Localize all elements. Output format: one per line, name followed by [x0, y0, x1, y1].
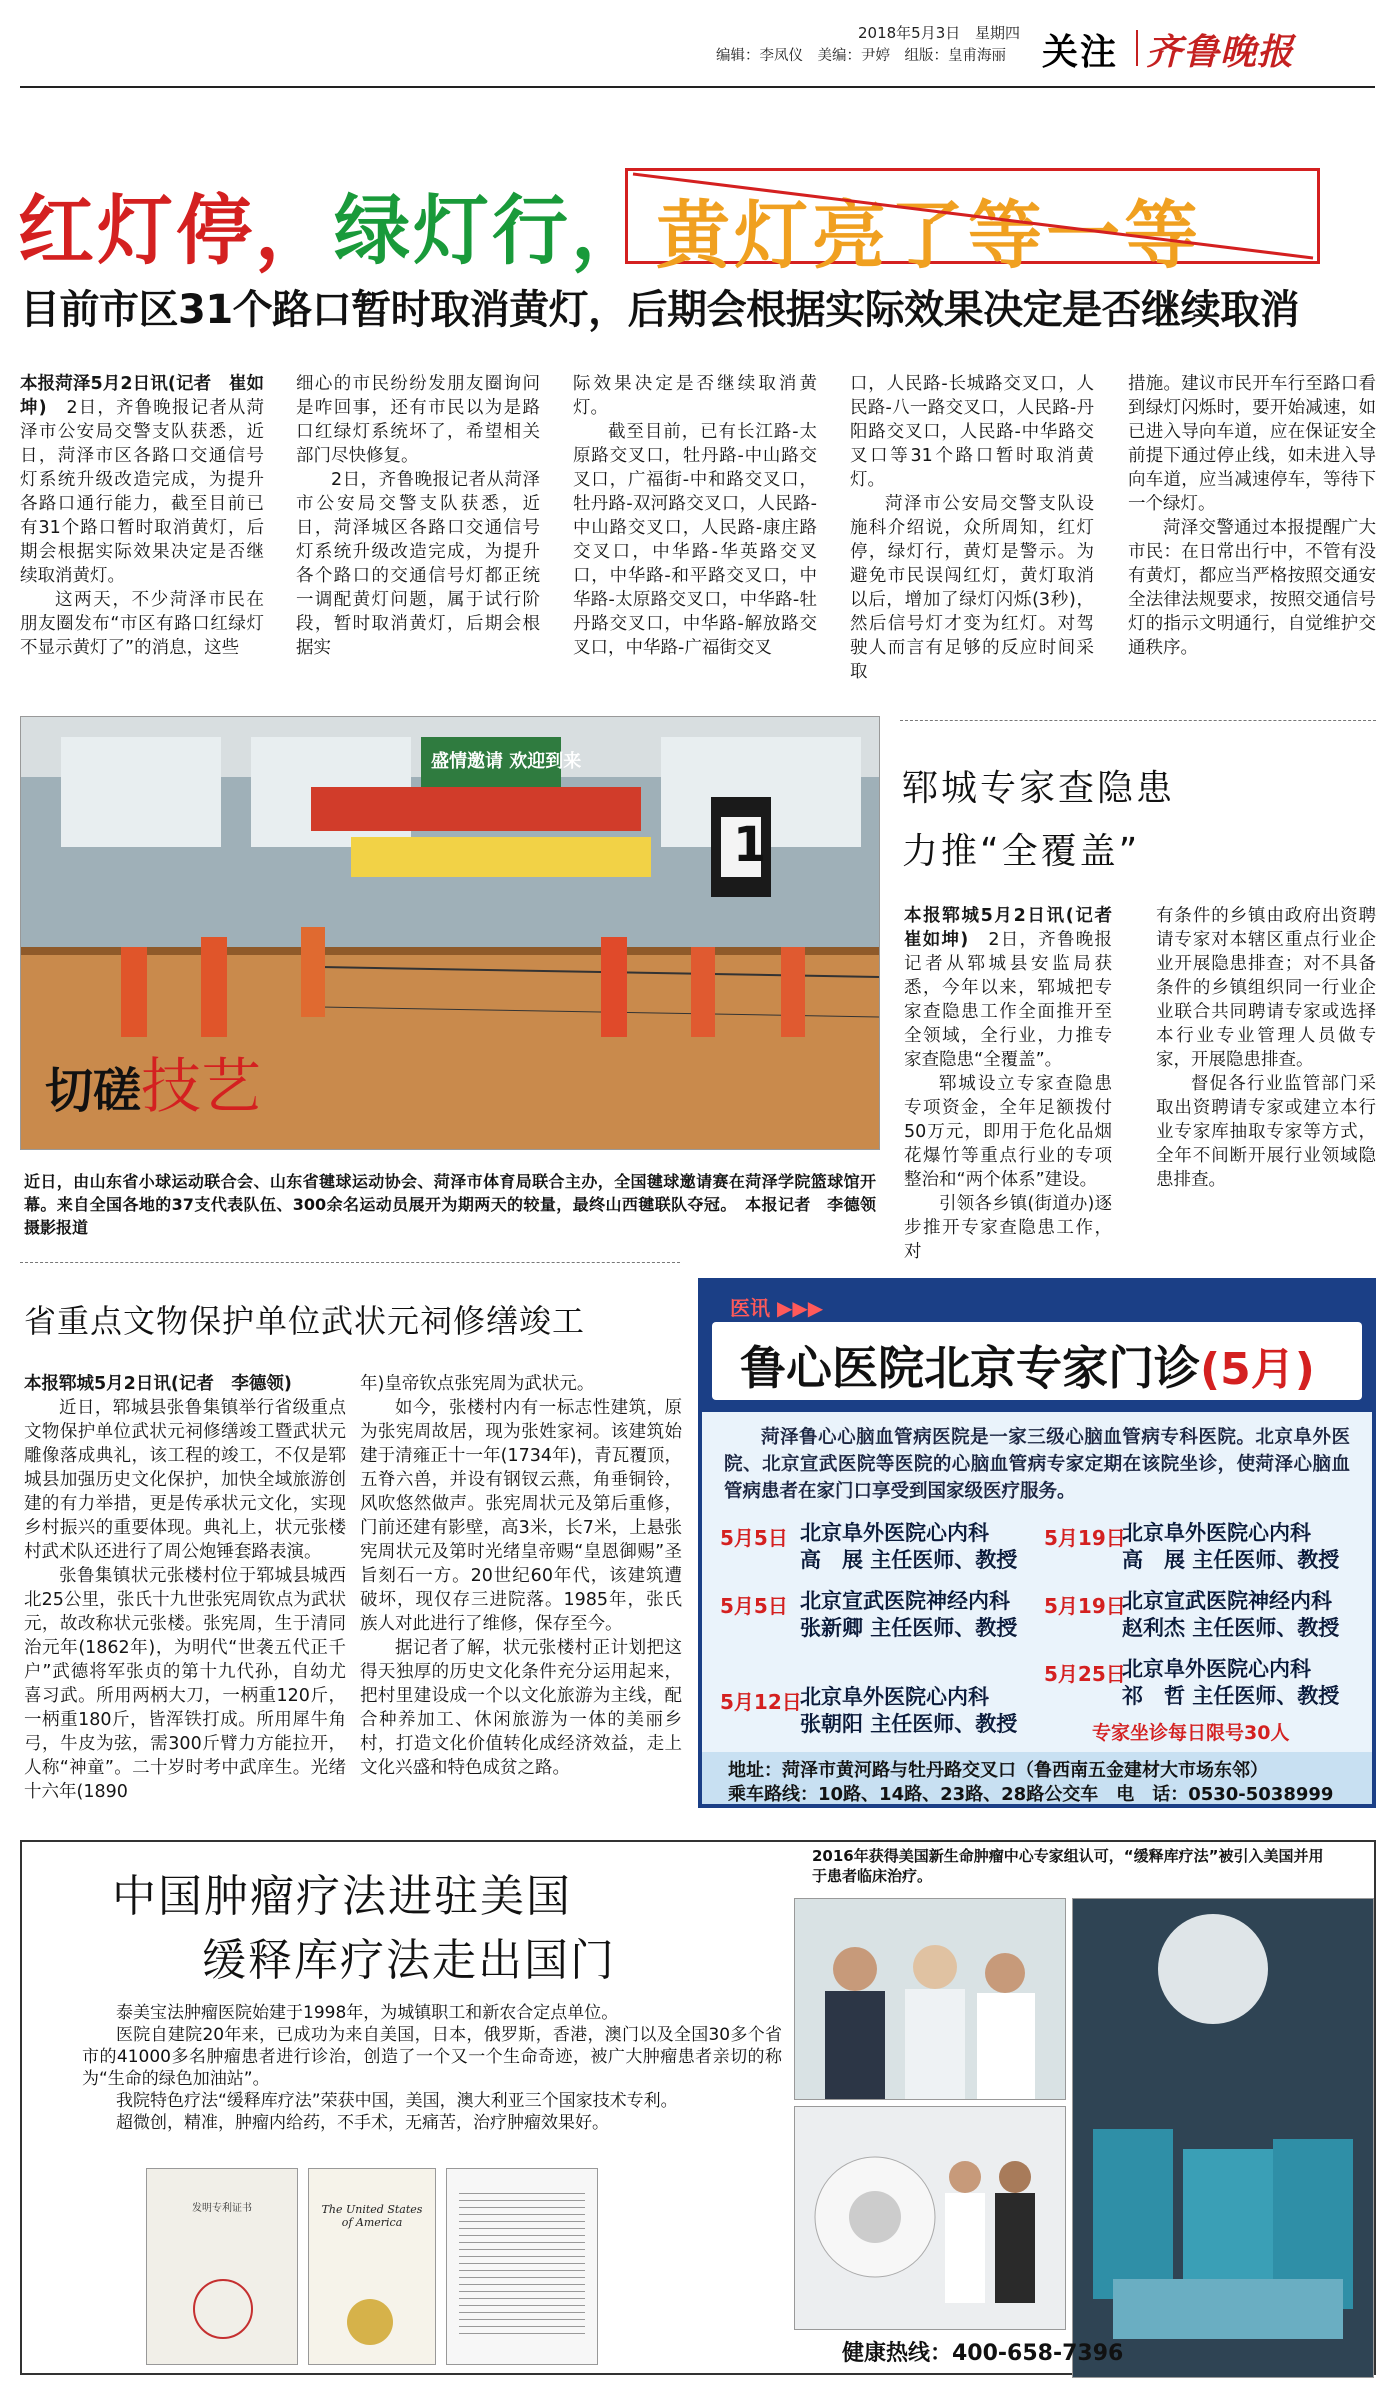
yuncheng-col-2	[1156, 904, 1376, 1192]
doctors-image	[795, 1899, 1065, 2099]
relic-col2b-text: 如今，张楼村内有一标志性建筑，原为张宪周故居，现为张姓家祠。该建筑始建于清雍正十一年(1734年)，青瓦覆顶，五脊六兽，并设有钢钗云燕，角垂铜铃，风吹悠然做声。张宪周状元及第后重修，门前还建有影壁，高3米，长7米，上悬张宪周状元及第时光绪皇帝赐“皇恩御赐”圣旨刻石一方。20世纪60年代，该建筑遭破坏，现仅存三进院落。1985年，张氏族人对此进行了维修，保存至今。	[360, 1398, 682, 1634]
masthead-rule	[20, 86, 1375, 88]
schedule-row	[720, 1520, 1050, 1578]
masthead-divider	[1136, 30, 1138, 66]
yuncheng-col2b-text: 督促各行业监管部门采取出资聘请专家或建立本行业专家库抽取专家等方式，全年不间断开展行业领域隐患排查。	[1156, 1074, 1376, 1190]
photo-doctors-group	[794, 1898, 1066, 2100]
schedule-row	[720, 1684, 1050, 1742]
yuncheng-dateline: 本报郓城5月2日讯(记者 崔如坤)	[904, 906, 1130, 950]
photo-shuttlecock-match	[20, 716, 880, 1150]
issue-date: 2018年5月3日	[858, 24, 961, 42]
masthead-date	[858, 22, 1020, 43]
lead-col1b-text: 这两天，不少菏泽市民在朋友圈发布“市区有路口红绿灯不显示黄灯了”的消息，这些	[20, 590, 264, 658]
lead-col2b-text: 2日，齐鲁晚报记者从菏泽市公安局交警支队获悉，近日，菏泽城区各路口交通信号灯系统升级改造完成，为提升各个路口的交通信号灯都正统一调配黄灯问题，属于试行阶段，暂时取消黄灯，后期会根据实	[296, 470, 540, 658]
triple-arrow-icon: ▶▶▶	[776, 1296, 824, 1320]
cert-seal-icon	[193, 2279, 253, 2339]
ad-luxin-hospital	[698, 1278, 1376, 1808]
lead-col-4	[850, 372, 1094, 684]
lead-col3b-text: 截至目前，已有长江路-太原路交叉口，牡丹路-中山路交叉口，广福街-中和路交叉口，牡丹路-双河路交叉口，人民路-中山路交叉口，人民路-康庄路交叉口，中华路-华英路交叉口，中华路-和平路交叉口，中华路-太原路交叉口，中华路-牡丹路交叉口，中华路-解放路交叉口，中华路-广福街交叉	[573, 422, 817, 658]
ad-intro: 菏泽鲁心心脑血管病医院是一家三级心脑血管病专科医院。北京阜外医院、北京宣武医院等医院的心脑血管病专家定期在该院坐诊，使菏泽心脑血管病患者在家门口享受到国家级医疗服务。	[724, 1427, 1350, 1502]
schedule-row	[1044, 1656, 1364, 1714]
schedule-dept: 北京宣武医院神经内科	[800, 1589, 1010, 1613]
schedule-row	[1044, 1520, 1364, 1578]
yuncheng-col2-text: 有条件的乡镇由政府出资聘请专家对本辖区重点行业企业开展隐患排查；对不具备条件的乡镇组织同一行业企业联合共同聘请专家或选择本行业专业管理人员做专家，开展隐患排查。	[1156, 906, 1376, 1070]
tumor-title-line1: 中国肿瘤疗法进驻美国	[112, 1871, 572, 1922]
schedule-dept: 北京阜外医院心内科	[800, 1685, 989, 1709]
schedule-dept: 北京阜外医院心内科	[1122, 1657, 1311, 1681]
yuncheng-title	[902, 760, 1372, 874]
headline-red: 红灯停，	[18, 186, 334, 275]
issue-weekday: 星期四	[975, 24, 1021, 42]
ct-room-image	[795, 2107, 1065, 2329]
document-lines	[459, 2187, 585, 2337]
relic-dateline: 本报郓城5月2日讯(记者 李德领)	[24, 1374, 292, 1394]
lead-col5-text: 措施。建议市民开车行至路口看到绿灯闪烁时，要开始减速，如已进入导向车道，应在保证安全前提下通过停止线，如未进入导向车道，应当减速停车，等待下一个绿灯。	[1128, 374, 1376, 514]
lead-col4-text: 口，人民路-长城路交叉口，人民路-八一路交叉口，人民路-丹阳路交叉口，人民路-中华路交叉口等31个路口暂时取消黄灯。	[850, 374, 1094, 490]
yuncheng-title-line1: 郓城专家查隐患	[902, 768, 1176, 809]
lead-col-1	[20, 372, 264, 660]
surgery-image	[1073, 1899, 1373, 2377]
tumor-photo-caption: 2016年获得美国新生命肿瘤中心专家组认可，“缓释库疗法”被引入美国并用于患者临床治疗。	[812, 1847, 1324, 1885]
photo-overlay-title	[45, 1039, 261, 1125]
photo1-caption: 近日，由山东省小球运动联合会、山东省毽球运动协会、菏泽市体育局联合主办，全国毽球邀请赛在菏泽学院篮球馆开幕。来自全国各地的37支代表队伍、300余名运动员展开为期两天的较量，最终山西毽联队夺冠。 本报记者 李德领 摄影报道	[24, 1172, 893, 1237]
schedule-doctor: 祁 哲 主任医师、教授	[1122, 1684, 1340, 1708]
lead-col3-text: 际效果决定是否继续取消黄灯。	[573, 374, 817, 418]
ad-title-month: (5月)	[1200, 1344, 1315, 1395]
schedule-date: 5月5日	[720, 1526, 788, 1550]
schedule-date: 5月19日	[1044, 1526, 1126, 1550]
overlay-title-black: 切磋	[45, 1063, 142, 1119]
schedule-row	[1044, 1588, 1364, 1646]
tumor-title-line2: 缓释库疗法走出国门	[202, 1935, 616, 1986]
yuncheng-col1-text: 2日，齐鲁晚报记者从郓城县安监局获悉，今年以来，郓城把专家查隐患工作全面推开至全领域，全行业，力推专家查隐患“全覆盖”。	[904, 930, 1113, 1070]
lead-col-2	[296, 372, 540, 660]
schedule-row	[720, 1588, 1050, 1646]
overlay-title-red: 技艺	[141, 1052, 262, 1122]
ad-tag-label: 医讯	[730, 1296, 770, 1320]
yuncheng-col-1	[904, 904, 1130, 1264]
relic-col2c-text: 据记者了解，状元张楼村正计划把这得天独厚的历史文化条件充分运用起来，把村里建设成一个以文化旅游为主线，配合种养加工、休闲旅游为一体的美丽乡村，打造文化价值转化成经济效益，走上文化兴盛和特色成贫之路。	[360, 1638, 682, 1778]
patent-certificate-cn	[146, 2168, 298, 2365]
cert1-title: 发明专利证书	[192, 2203, 252, 2214]
ad-limit-note: 专家坐诊每日限号30人	[1092, 1722, 1290, 1744]
schedule-doctor: 高 展 主任医师、教授	[1122, 1548, 1340, 1572]
schedule-date: 5月19日	[1044, 1594, 1126, 1618]
banner-text: 盛情邀请 欢迎到来	[431, 751, 582, 772]
section-name: 关注	[1042, 32, 1119, 73]
tumor-para4: 超微创，精准，肿瘤内给药，不手术，无痛苦，治疗肿瘤效果好。	[116, 2113, 609, 2133]
masthead	[0, 0, 1395, 80]
relic-col-2	[360, 1372, 682, 1780]
cert2-title: The United States of America	[321, 2203, 423, 2229]
photo-ct-room	[794, 2106, 1066, 2330]
ad-title: 鲁心医院北京专家门诊	[740, 1341, 1200, 1395]
schedule-doctor: 张朝阳 主任医师、教授	[800, 1712, 1018, 1736]
relic-top-rule	[20, 1262, 680, 1263]
strike-through-icon	[625, 168, 1320, 264]
schedule-dept: 北京宣武医院神经内科	[1122, 1589, 1332, 1613]
schedule-dept: 北京阜外医院心内科	[800, 1521, 989, 1545]
yuncheng-col1b-text: 郓城设立专家查隐患专项资金，全年足额拨付50万元，即用于危化品烟花爆竹等重点行业的专项整治和“两个体系”建设。	[904, 1074, 1112, 1190]
relic-col2-text: 年)皇帝钦点张宪周为武状元。	[360, 1374, 595, 1394]
schedule-doctor: 赵利杰 主任医师、教授	[1122, 1616, 1340, 1640]
lead-col2-text: 细心的市民纷纷发朋友圈询问是咋回事，还有市民以为是路口红绿灯系统坏了，希望相关部门尽快修复。	[296, 374, 540, 466]
patent-certificate-us	[308, 2168, 436, 2365]
paper-logo: 齐鲁晚报	[1146, 31, 1295, 73]
relic-col1b-text: 张鲁集镇状元张楼村位于郓城县城西北25公里，张氏十九世张宪周钦点为武状元，故改称状元张楼。张宪周，生于清同治元年(1862年)，为明代“世袭五代正千户”武德将军张贞的第十九代孙，自幼尤喜习武。所用两柄大刀，一柄重120斤，一柄重180斤，皆浑铁打成。所用犀牛角弓，牛皮为弦，需300斤臂力方能拉开，人称“神童”。二十岁时考中武庠生。光绪十六年(1890	[24, 1566, 346, 1802]
ad-address: 地址：菏泽市黄河路与牡丹路交叉口（鲁西南五金建材大市场东邻）	[728, 1760, 1268, 1781]
relic-col-1	[24, 1372, 346, 1804]
tumor-para3: 我院特色疗法“缓释库疗法”荣获中国，美国，澳大利亚三个国家技术专利。	[116, 2091, 678, 2111]
schedule-date: 5月25日	[1044, 1662, 1126, 1686]
masthead-staff: 编辑：李凤仪 美编：尹婷 组版：皇甫海丽	[716, 48, 1006, 64]
lead-col4b-text: 菏泽市公安局交警支队设施科介绍说，众所周知，红灯停，绿灯行，黄灯是警示。为避免市民误闯红灯，黄灯取消以后，增加了绿灯闪烁(3秒)，然后信号灯才变为红灯。对驾驶人而言有足够的反应时间采取	[850, 494, 1094, 682]
ad-title-box	[712, 1322, 1362, 1400]
ad-tumor-hospital	[20, 1840, 1376, 2375]
photo-surgery	[1072, 1898, 1374, 2378]
lead-col5b-text: 菏泽交警通过本报提醒广大市民：在日常出行中，不管有没有黄灯，都应当严格按照交通安全法律法规要求，按照交通信号灯的指示文明通行，自觉维护交通秩序。	[1128, 518, 1376, 658]
tumor-para1: 泰美宝法肿瘤医院始建于1998年，为城镇职工和新农合定点单位。	[116, 2003, 619, 2023]
score-number: 1	[733, 817, 767, 873]
lead-col-3	[573, 372, 817, 660]
lead-col1-text: 2日，齐鲁晚报记者从菏泽市公安局交警支队获悉，近日，菏泽市区各路口交通信号灯系统升级改造完成，为提升各路口通行能力，截至目前已有31个路口暂时取消黄灯，后期会根据实际效果决定是否继续取消黄灯。	[20, 398, 265, 586]
tumor-body	[82, 2002, 782, 2134]
schedule-doctor: 张新卿 主任医师、教授	[800, 1616, 1018, 1640]
relic-col1-text: 近日，郓城县张鲁集镇举行省级重点文物保护单位武状元祠修缮竣工暨武状元雕像落成典礼，该工程的竣工，不仅是郓城县加强历史文化保护，加快全域旅游创建的有力举措，更是传承状元文化，实现乡村振兴的重要体现。典礼上，状元张楼村武术队还进行了周公炮锤套路表演。	[24, 1398, 346, 1562]
ad-tag	[730, 1292, 823, 1321]
patent-document-au	[446, 2168, 598, 2365]
yuncheng-top-rule	[900, 720, 1376, 721]
yuncheng-title-line2: 力推“全覆盖”	[902, 831, 1141, 872]
tumor-para2: 医院自建院20年来，已成功为来自美国，日本，俄罗斯，香港，澳门以及全国30多个省市的41000多名肿瘤患者进行诊治，创造了一个又一个生命奇迹，被广大肿瘤患者亲切的称为“生命的绿色加油站”。	[82, 2025, 782, 2089]
lead-dateline: 本报菏泽5月2日讯(记者 崔如坤)	[20, 374, 264, 418]
headline-struck-box	[625, 168, 1320, 279]
cert-seal-icon	[347, 2299, 393, 2345]
tumor-hotline: 健康热线：400-658-7396	[842, 2341, 1124, 2366]
headline-green: 绿灯行，	[334, 186, 650, 275]
schedule-doctor: 高 展 主任医师、教授	[800, 1548, 1018, 1572]
schedule-date: 5月5日	[720, 1594, 788, 1618]
ad-title-line	[740, 1332, 1315, 1398]
relic-title: 省重点文物保护单位武状元祠修缮竣工	[24, 1302, 586, 1340]
ad-bus-phone: 乘车路线：10路、14路、23路、28路公交车 电 话：0530-5038999	[728, 1784, 1334, 1805]
lead-subtitle: 目前市区31个路口暂时取消黄灯，后期会根据实际效果决定是否继续取消	[20, 287, 1300, 333]
headline-struck-text: 黄灯亮了等一等	[656, 193, 1202, 279]
lead-col-5	[1128, 372, 1376, 660]
schedule-dept: 北京阜外医院心内科	[1122, 1521, 1311, 1545]
schedule-date: 5月12日	[720, 1690, 802, 1714]
yuncheng-col1c-text: 引领各乡镇(街道办)逐步推开专家查隐患工作，对	[904, 1194, 1112, 1262]
